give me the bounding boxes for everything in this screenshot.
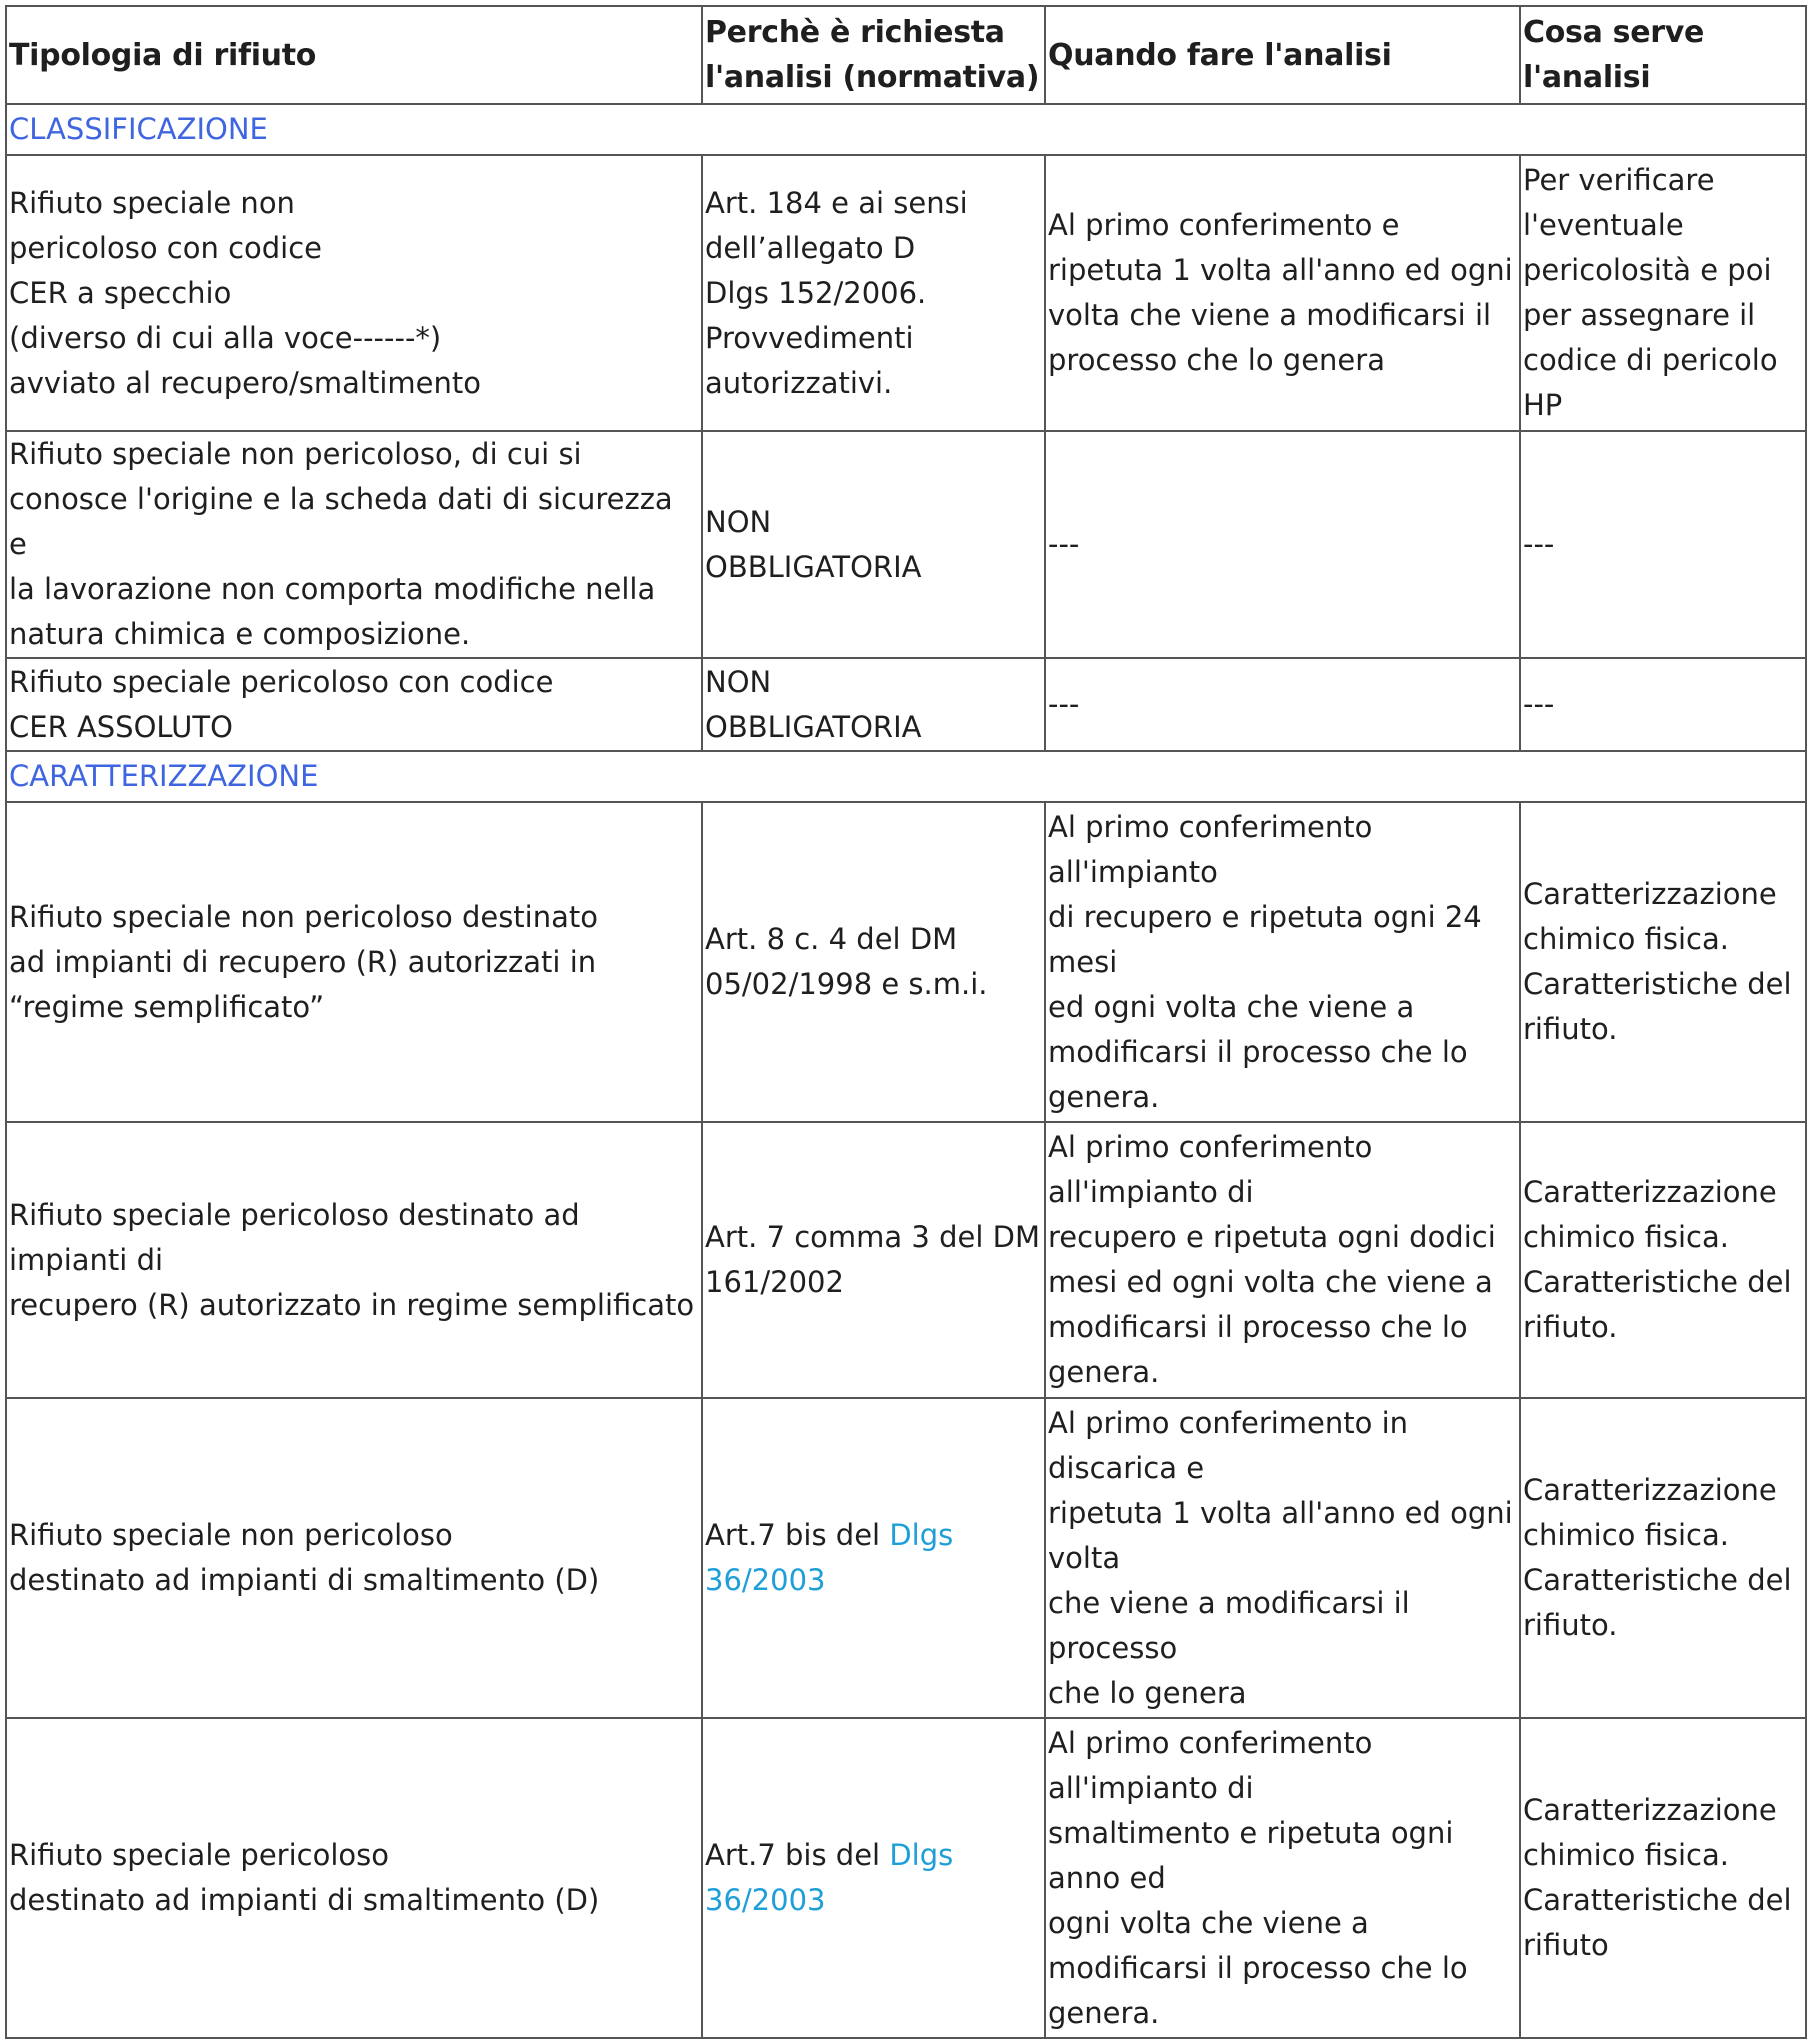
analysis-table-container	[5, 5, 1805, 2039]
cell-normativa: NON OBBLIGATORIA	[702, 431, 1045, 658]
cell-quando: Al primo conferimento all'impianto di recupero e ripetuta ogni 24 mesi ed ogni volta che viene a modificarsi il processo che lo genera.	[1045, 802, 1520, 1122]
cell-cosa: ---	[1520, 431, 1806, 658]
table-row	[6, 658, 1806, 751]
cell-normativa: NON OBBLIGATORIA	[702, 658, 1045, 751]
header-quando: Quando fare l'analisi	[1045, 6, 1520, 104]
cell-tipologia: Rifiuto speciale non pericoloso destinato ad impianti di smaltimento (D)	[6, 1398, 702, 1718]
cell-tipologia: Rifiuto speciale non pericoloso destinato ad impianti di recupero (R) autorizzati in “regime semplificato”	[6, 802, 702, 1122]
table-row	[6, 1122, 1806, 1398]
normativa-text: Art.7 bis del	[705, 1838, 890, 1872]
cell-tipologia: Rifiuto speciale pericoloso con codice CER ASSOLUTO	[6, 658, 702, 751]
cell-cosa: ---	[1520, 658, 1806, 751]
table-row	[6, 155, 1806, 431]
table-header-row	[6, 6, 1806, 104]
section-title-caratterizzazione: CARATTERIZZAZIONE	[6, 751, 1806, 802]
cell-normativa	[702, 1718, 1045, 2038]
cell-quando: Al primo conferimento all'impianto di recupero e ripetuta ogni dodici mesi ed ogni volta che viene a modificarsi il processo che lo genera.	[1045, 1122, 1520, 1398]
header-tipologia: Tipologia di rifiuto	[6, 6, 702, 104]
table-row	[6, 1718, 1806, 2038]
table-row	[6, 1398, 1806, 1718]
cell-cosa: Caratterizzazione chimico fisica. Caratteristiche del rifiuto.	[1520, 1122, 1806, 1398]
waste-analysis-table	[5, 5, 1807, 2039]
cell-quando: Al primo conferimento e ripetuta 1 volta all'anno ed ogni volta che viene a modificarsi il processo che lo genera	[1045, 155, 1520, 431]
cell-cosa: Per verificare l'eventuale pericolosità e poi per assegnare il codice di pericolo HP	[1520, 155, 1806, 431]
cell-normativa: Art. 8 c. 4 del DM 05/02/1998 e s.m.i.	[702, 802, 1045, 1122]
header-cosa: Cosa serve l'analisi	[1520, 6, 1806, 104]
cell-tipologia: Rifiuto speciale non pericoloso con codice CER a specchio (diverso di cui alla voce------*) avviato al recupero/smaltimento	[6, 155, 702, 431]
dlgs-36-2003-link[interactable]: Dlgs 36/2003	[705, 1518, 954, 1597]
header-normativa: Perchè è richiesta l'analisi (normativa)	[702, 6, 1045, 104]
cell-tipologia: Rifiuto speciale pericoloso destinato ad impianti di smaltimento (D)	[6, 1718, 702, 2038]
cell-tipologia: Rifiuto speciale pericoloso destinato ad impianti di recupero (R) autorizzato in regime semplificato	[6, 1122, 702, 1398]
cell-quando: ---	[1045, 658, 1520, 751]
cell-tipologia: Rifiuto speciale non pericoloso, di cui si conosce l'origine e la scheda dati di sicurezza e la lavorazione non comporta modifiche nella natura chimica e composizione.	[6, 431, 702, 658]
cell-quando: Al primo conferimento all'impianto di smaltimento e ripetuta ogni anno ed ogni volta che viene a modificarsi il processo che lo genera.	[1045, 1718, 1520, 2038]
cell-cosa: Caratterizzazione chimico fisica. Caratteristiche del rifiuto	[1520, 1718, 1806, 2038]
dlgs-36-2003-link[interactable]: Dlgs 36/2003	[705, 1838, 954, 1917]
cell-normativa: Art. 7 comma 3 del DM 161/2002	[702, 1122, 1045, 1398]
table-row	[6, 802, 1806, 1122]
cell-quando: ---	[1045, 431, 1520, 658]
section-title-classificazione: CLASSIFICAZIONE	[6, 104, 1806, 155]
section-row-classificazione	[6, 104, 1806, 155]
cell-normativa: Art. 184 e ai sensi dell’allegato D Dlgs 152/2006. Provvedimenti autorizzativi.	[702, 155, 1045, 431]
cell-quando: Al primo conferimento in discarica e ripetuta 1 volta all'anno ed ogni volta che viene a modificarsi il processo che lo genera	[1045, 1398, 1520, 1718]
cell-cosa: Caratterizzazione chimico fisica. Caratteristiche del rifiuto.	[1520, 1398, 1806, 1718]
table-row	[6, 431, 1806, 658]
cell-cosa: Caratterizzazione chimico fisica. Caratteristiche del rifiuto.	[1520, 802, 1806, 1122]
normativa-text: Art.7 bis del	[705, 1518, 890, 1552]
section-row-caratterizzazione	[6, 751, 1806, 802]
cell-normativa	[702, 1398, 1045, 1718]
